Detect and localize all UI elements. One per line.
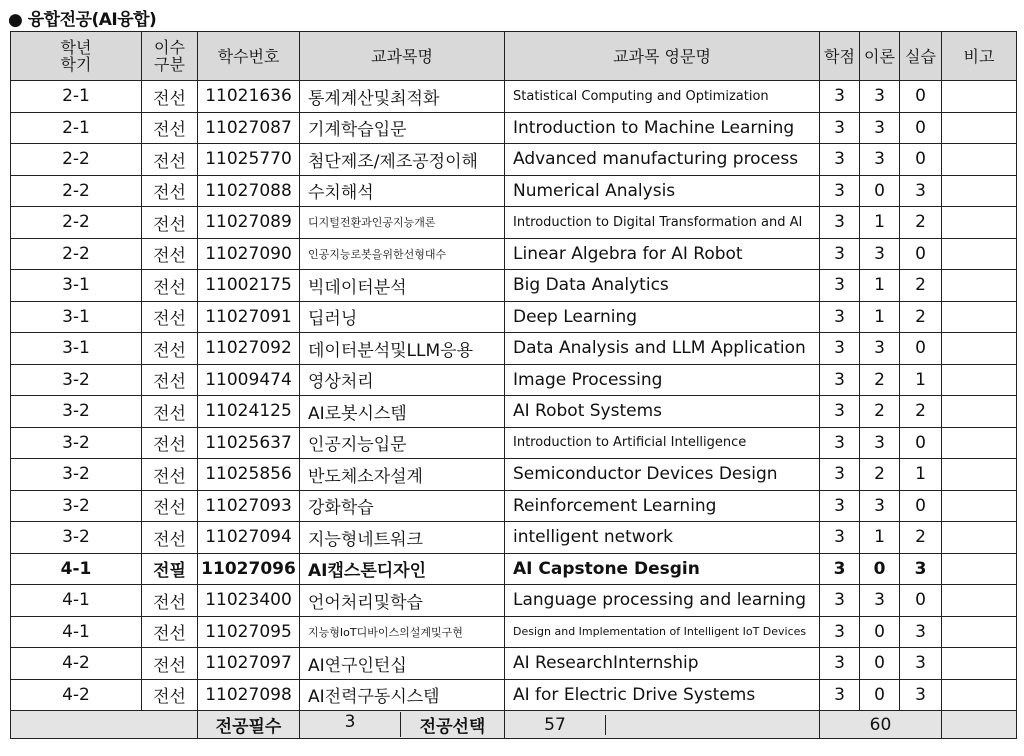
course-name-en: Semiconductor Devices Design (505, 459, 820, 491)
type-cell: 전필 (142, 553, 198, 585)
course-name-en: AI Capstone Desgin (505, 553, 820, 585)
note-cell (942, 81, 1017, 113)
lab-cell: 2 (900, 522, 942, 554)
elective-label: 전공선택 (400, 712, 504, 737)
course-name-en: Introduction to Digital Transformation and AI (505, 207, 820, 239)
table-row (11, 427, 1017, 459)
summary-row (11, 711, 1017, 739)
term-cell: 2-1 (11, 81, 142, 113)
total-value: 60 (820, 711, 942, 739)
course-name-ko: AI캡스톤디자인 (300, 553, 505, 585)
note-cell (942, 522, 1017, 554)
code-cell: 11027095 (198, 616, 300, 648)
credit-cell: 3 (820, 333, 860, 365)
note-cell (942, 175, 1017, 207)
course-name-en: intelligent network (505, 522, 820, 554)
course-name-en: Image Processing (505, 364, 820, 396)
course-name-en: Numerical Analysis (505, 175, 820, 207)
note-cell (942, 364, 1017, 396)
code-cell: 11024125 (198, 396, 300, 428)
credit-cell: 3 (820, 207, 860, 239)
lab-cell: 1 (900, 364, 942, 396)
header-code: 학수번호 (198, 32, 300, 81)
note-cell (942, 270, 1017, 302)
term-cell: 4-2 (11, 648, 142, 680)
type-cell: 전선 (142, 301, 198, 333)
course-name-ko: 인공지능로봇을위한선형대수 (300, 238, 505, 270)
lab-cell: 0 (900, 144, 942, 176)
table-row (11, 112, 1017, 144)
term-cell: 4-1 (11, 553, 142, 585)
section-title: ● 융합전공(AI융합) (8, 10, 157, 30)
elective-value: 57 (505, 711, 820, 739)
type-cell: 전선 (142, 396, 198, 428)
course-name-en: Reinforcement Learning (505, 490, 820, 522)
summary-blank (11, 711, 198, 739)
table-row (11, 175, 1017, 207)
header-row (11, 32, 1017, 81)
course-name-en: Advanced manufacturing process (505, 144, 820, 176)
theory-cell: 0 (860, 648, 900, 680)
lab-cell: 2 (900, 396, 942, 428)
lab-cell: 3 (900, 679, 942, 711)
course-name-ko: AI전력구동시스템 (300, 679, 505, 711)
header-name-en: 교과목 영문명 (505, 32, 820, 81)
term-cell: 3-1 (11, 270, 142, 302)
note-cell (942, 553, 1017, 585)
theory-cell: 0 (860, 616, 900, 648)
table-row (11, 679, 1017, 711)
term-cell: 3-2 (11, 490, 142, 522)
course-name-en: Deep Learning (505, 301, 820, 333)
code-cell: 11027092 (198, 333, 300, 365)
lab-cell: 3 (900, 648, 942, 680)
course-name-en: Statistical Computing and Optimization (505, 81, 820, 113)
course-name-en: Big Data Analytics (505, 270, 820, 302)
lab-cell: 0 (900, 585, 942, 617)
lab-cell: 2 (900, 207, 942, 239)
credit-cell: 3 (820, 616, 860, 648)
type-cell: 전선 (142, 679, 198, 711)
table-row (11, 396, 1017, 428)
theory-cell: 1 (860, 207, 900, 239)
lab-cell: 0 (900, 490, 942, 522)
course-name-ko: 반도체소자설계 (300, 459, 505, 491)
type-cell: 전선 (142, 459, 198, 491)
course-name-ko: 데이터분석및LLM응용 (300, 333, 505, 365)
code-cell: 11025770 (198, 144, 300, 176)
code-cell: 11027091 (198, 301, 300, 333)
table-row (11, 81, 1017, 113)
term-cell: 3-1 (11, 333, 142, 365)
term-cell: 4-1 (11, 616, 142, 648)
note-cell (942, 144, 1017, 176)
course-name-ko: 지능형IoT디바이스의설계및구현 (300, 616, 505, 648)
theory-cell: 3 (860, 144, 900, 176)
theory-cell: 3 (860, 112, 900, 144)
credit-cell: 3 (820, 490, 860, 522)
course-name-ko: AI연구인턴십 (300, 648, 505, 680)
type-cell: 전선 (142, 144, 198, 176)
theory-cell: 2 (860, 459, 900, 491)
theory-cell: 3 (860, 585, 900, 617)
course-name-ko: 빅데이터분석 (300, 270, 505, 302)
credit-cell: 3 (820, 553, 860, 585)
note-cell (942, 301, 1017, 333)
credit-cell: 3 (820, 270, 860, 302)
theory-cell: 3 (860, 490, 900, 522)
table-row (11, 490, 1017, 522)
course-name-ko: 영상처리 (300, 364, 505, 396)
type-cell: 전선 (142, 238, 198, 270)
course-name-en: AI ResearchInternship (505, 648, 820, 680)
lab-cell: 3 (900, 175, 942, 207)
table-row (11, 238, 1017, 270)
table-row (11, 553, 1017, 585)
table-row (11, 616, 1017, 648)
type-cell: 전선 (142, 490, 198, 522)
table-row (11, 301, 1017, 333)
code-cell: 11021636 (198, 81, 300, 113)
type-cell: 전선 (142, 648, 198, 680)
credit-cell: 3 (820, 301, 860, 333)
course-name-en: Language processing and learning (505, 585, 820, 617)
theory-cell: 3 (860, 81, 900, 113)
lab-cell: 3 (900, 616, 942, 648)
code-cell: 11027096 (198, 553, 300, 585)
header-theory: 이론 (860, 32, 900, 81)
code-cell: 11027089 (198, 207, 300, 239)
course-name-en: Linear Algebra for AI Robot (505, 238, 820, 270)
type-cell: 전선 (142, 522, 198, 554)
table-row (11, 270, 1017, 302)
course-name-en: Introduction to Artificial Intelligence (505, 427, 820, 459)
note-cell (942, 616, 1017, 648)
table-row (11, 333, 1017, 365)
theory-cell: 0 (860, 553, 900, 585)
credit-cell: 3 (820, 679, 860, 711)
note-cell (942, 207, 1017, 239)
term-cell: 3-2 (11, 396, 142, 428)
credit-cell: 3 (820, 396, 860, 428)
term-cell: 2-2 (11, 144, 142, 176)
note-cell (942, 238, 1017, 270)
course-name-ko: 통계계산및최적화 (300, 81, 505, 113)
required-value: 3 전공선택 (300, 711, 505, 739)
theory-cell: 0 (860, 175, 900, 207)
credit-cell: 3 (820, 522, 860, 554)
note-cell (942, 490, 1017, 522)
course-name-ko: 강화학습 (300, 490, 505, 522)
credit-cell: 3 (820, 459, 860, 491)
table-row (11, 364, 1017, 396)
table-row (11, 648, 1017, 680)
type-cell: 전선 (142, 364, 198, 396)
credit-cell: 3 (820, 175, 860, 207)
course-name-ko: AI로봇시스템 (300, 396, 505, 428)
type-cell: 전선 (142, 175, 198, 207)
credit-cell: 3 (820, 112, 860, 144)
header-name-ko: 교과목명 (300, 32, 505, 81)
theory-cell: 3 (860, 333, 900, 365)
course-name-en: Design and Implementation of Intelligent IoT Devices (505, 616, 820, 648)
credit-cell: 3 (820, 238, 860, 270)
theory-cell: 0 (860, 679, 900, 711)
note-cell (942, 459, 1017, 491)
course-name-ko: 딥러닝 (300, 301, 505, 333)
theory-cell: 2 (860, 396, 900, 428)
course-name-ko: 지능형네트워크 (300, 522, 505, 554)
course-name-ko: 디지털전환과인공지능개론 (300, 207, 505, 239)
header-year-term: 학년 학기 (11, 32, 142, 81)
code-cell: 11025856 (198, 459, 300, 491)
lab-cell: 0 (900, 238, 942, 270)
note-cell (942, 648, 1017, 680)
type-cell: 전선 (142, 270, 198, 302)
table-row (11, 522, 1017, 554)
term-cell: 3-1 (11, 301, 142, 333)
lab-cell: 2 (900, 270, 942, 302)
table-row (11, 207, 1017, 239)
summary-note (942, 711, 1017, 739)
note-cell (942, 333, 1017, 365)
code-cell: 11027093 (198, 490, 300, 522)
type-cell: 전선 (142, 616, 198, 648)
code-cell: 11025637 (198, 427, 300, 459)
note-cell (942, 427, 1017, 459)
code-cell: 11023400 (198, 585, 300, 617)
type-cell: 전선 (142, 585, 198, 617)
table-row (11, 144, 1017, 176)
credit-cell: 3 (820, 364, 860, 396)
course-name-en: Data Analysis and LLM Application (505, 333, 820, 365)
theory-cell: 3 (860, 238, 900, 270)
theory-cell: 3 (860, 427, 900, 459)
lab-cell: 3 (900, 553, 942, 585)
type-cell: 전선 (142, 112, 198, 144)
credit-cell: 3 (820, 427, 860, 459)
type-cell: 전선 (142, 207, 198, 239)
header-type: 이수 구분 (142, 32, 198, 81)
required-label: 전공필수 (198, 711, 300, 739)
code-cell: 11027090 (198, 238, 300, 270)
lab-cell: 0 (900, 427, 942, 459)
header-credit: 학점 (820, 32, 860, 81)
table-row (11, 585, 1017, 617)
type-cell: 전선 (142, 333, 198, 365)
credit-cell: 3 (820, 648, 860, 680)
term-cell: 2-2 (11, 207, 142, 239)
table-row (11, 459, 1017, 491)
note-cell (942, 112, 1017, 144)
course-name-ko: 기계학습입문 (300, 112, 505, 144)
course-name-en: AI Robot Systems (505, 396, 820, 428)
course-name-ko: 언어처리및학습 (300, 585, 505, 617)
term-cell: 4-2 (11, 679, 142, 711)
term-cell: 3-2 (11, 522, 142, 554)
header-note: 비고 (942, 32, 1017, 81)
code-cell: 11027097 (198, 648, 300, 680)
theory-cell: 1 (860, 301, 900, 333)
lab-cell: 0 (900, 333, 942, 365)
note-cell (942, 585, 1017, 617)
theory-cell: 1 (860, 522, 900, 554)
note-cell (942, 396, 1017, 428)
curriculum-table (10, 31, 1017, 739)
term-cell: 4-1 (11, 585, 142, 617)
lab-cell: 0 (900, 112, 942, 144)
code-cell: 11027087 (198, 112, 300, 144)
code-cell: 11009474 (198, 364, 300, 396)
lab-cell: 0 (900, 81, 942, 113)
course-name-en: AI for Electric Drive Systems (505, 679, 820, 711)
lab-cell: 1 (900, 459, 942, 491)
theory-cell: 1 (860, 270, 900, 302)
term-cell: 3-2 (11, 459, 142, 491)
lab-cell: 2 (900, 301, 942, 333)
course-name-ko: 첨단제조/제조공정이해 (300, 144, 505, 176)
type-cell: 전선 (142, 81, 198, 113)
header-lab: 실습 (900, 32, 942, 81)
term-cell: 3-2 (11, 364, 142, 396)
theory-cell: 2 (860, 364, 900, 396)
code-cell: 11027094 (198, 522, 300, 554)
term-cell: 2-2 (11, 238, 142, 270)
course-name-en: Introduction to Machine Learning (505, 112, 820, 144)
credit-cell: 3 (820, 585, 860, 617)
code-cell: 11027098 (198, 679, 300, 711)
credit-cell: 3 (820, 144, 860, 176)
term-cell: 3-2 (11, 427, 142, 459)
term-cell: 2-1 (11, 112, 142, 144)
type-cell: 전선 (142, 427, 198, 459)
term-cell: 2-2 (11, 175, 142, 207)
note-cell (942, 679, 1017, 711)
course-name-ko: 인공지능입문 (300, 427, 505, 459)
credit-cell: 3 (820, 81, 860, 113)
course-name-ko: 수치해석 (300, 175, 505, 207)
code-cell: 11027088 (198, 175, 300, 207)
code-cell: 11002175 (198, 270, 300, 302)
